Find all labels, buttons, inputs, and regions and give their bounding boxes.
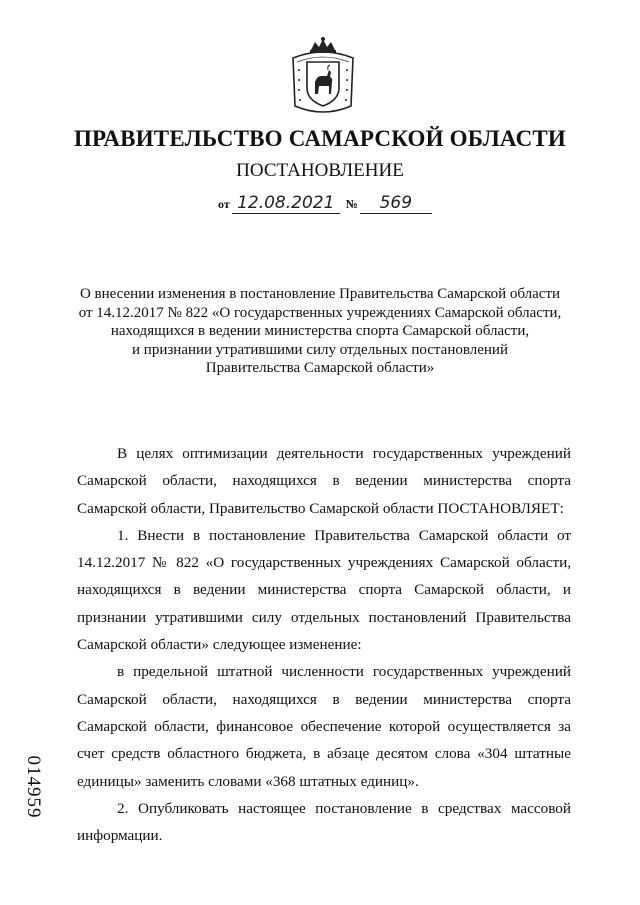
registration-number: 014959 [23, 755, 44, 819]
document-body [77, 440, 571, 849]
number-value: 569 [360, 193, 432, 214]
coat-of-arms-icon [287, 36, 359, 118]
subject-line: и признании утратившими силу отдельных постановлений [132, 341, 508, 358]
subject-line: Правительства Самарской области» [205, 360, 435, 377]
paragraph-change: в предельной штатной численности государственных учреждений Самарской области, находящихся в ведении министерства спорта Самарской области, финансовое обеспечение которой осуществляется за счет средств областного бюджета, в абзаце десятом слова «304 штатные единицы» заменить словами «368 штатных единиц». [77, 663, 571, 790]
date-value: 12.08.2021 [232, 193, 340, 214]
paragraph-preamble: В целях оптимизации деятельности государственных учреждений Самарской области, находящихся в ведении министерства спорта Самарской области, Правительство Самарской области ПОСТАНОВЛЯЕТ: [77, 445, 571, 517]
document-type: ПОСТАНОВЛЕНИЕ [236, 160, 404, 181]
subject-line: от 14.12.2017 № 822 «О государственных учреждениях Самарской области, [78, 304, 562, 321]
number-label: № [345, 197, 358, 211]
document-date-number [218, 190, 432, 214]
date-label: от [218, 197, 230, 211]
organization-title: ПРАВИТЕЛЬСТВО САМАРСКОЙ ОБЛАСТИ [73, 126, 567, 151]
subject-line: находящихся в ведении министерства спорта Самарской области, [110, 323, 530, 340]
subject-line: О внесении изменения в постановление Правительства Самарской области [79, 286, 561, 302]
paragraph-item-1: 1. Внести в постановление Правительства Самарской области от 14.12.2017 № 822 «О государственных учреждениях Самарской области, находящихся в ведении министерства спорта Самарской области, и признании утратившими силу отдельных постановлений Правительства Самарской области» следующее изменение: [77, 526, 571, 654]
paragraph-item-2: 2. Опубликовать настоящее постановление в средствах массовой информации. [77, 799, 571, 845]
document-subject [60, 285, 580, 378]
